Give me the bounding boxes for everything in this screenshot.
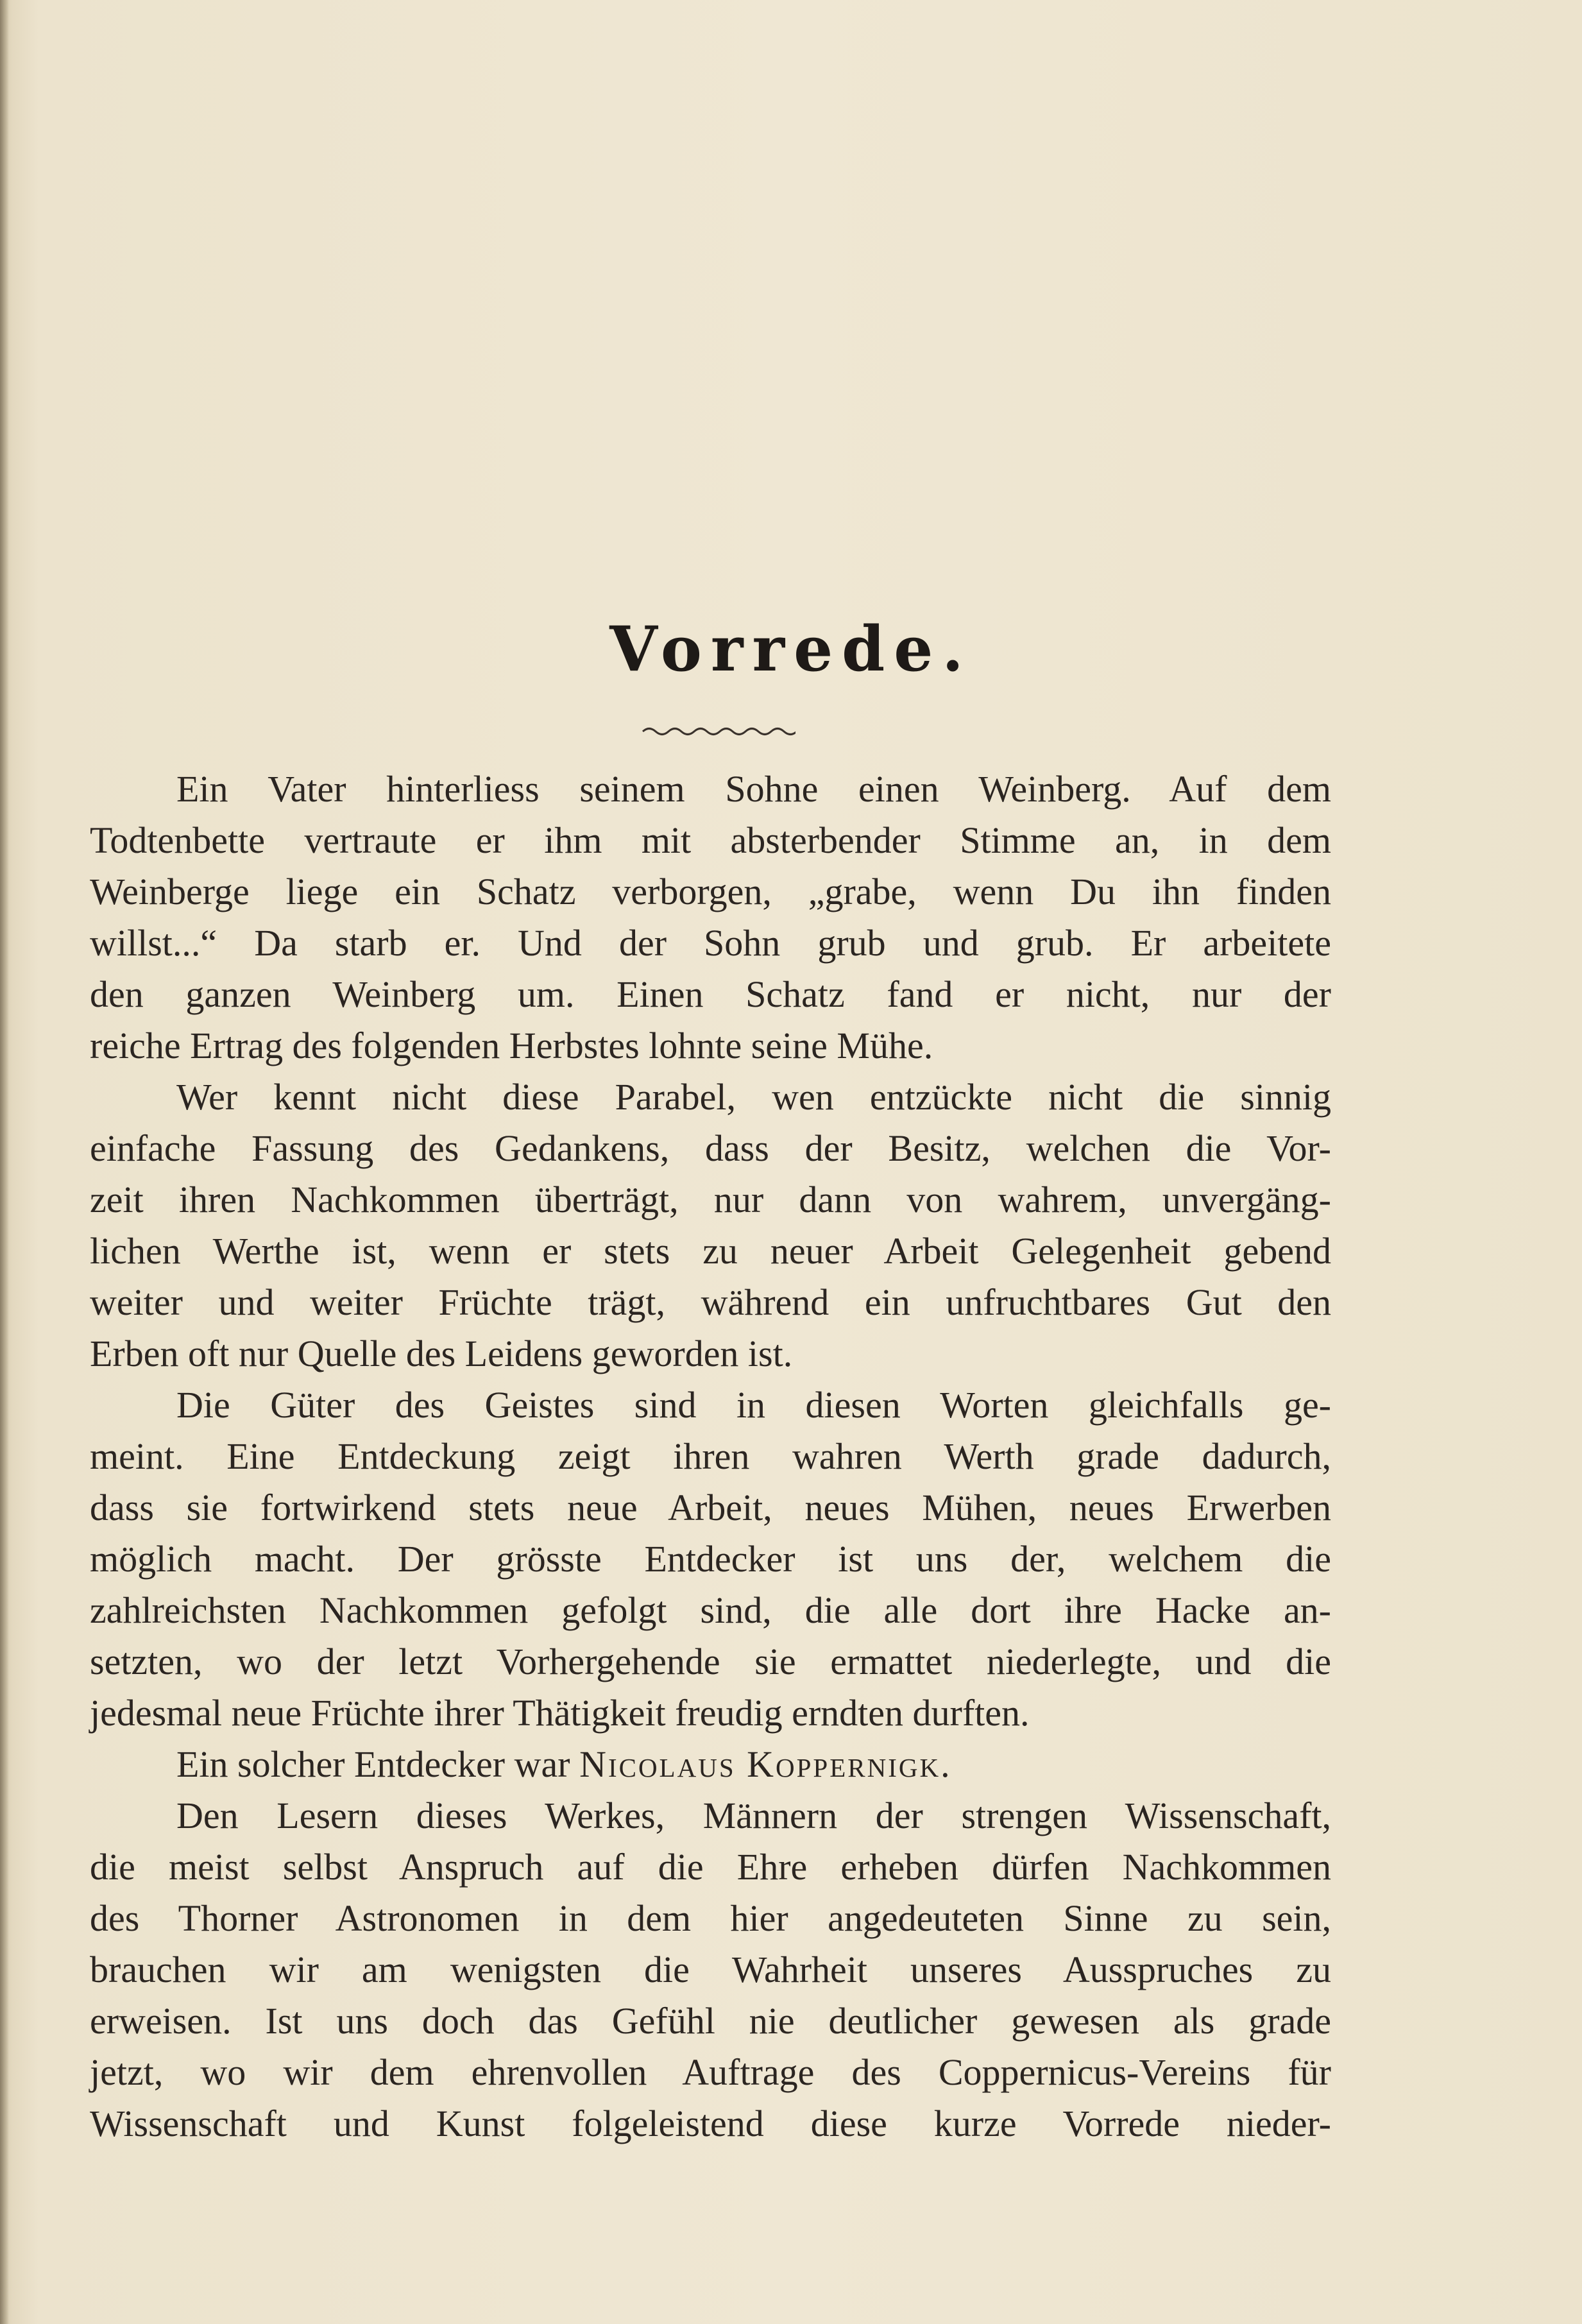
text-line: zeit ihren Nachkommen überträgt, nur dann von wahrem, unvergäng- [90, 1179, 1331, 1220]
text-line: weiter und weiter Früchte trägt, während ein unfruchtbares Gut den [90, 1281, 1331, 1323]
text-line: jedesmal neue Früchte ihrer Thätigkeit freudig erndten durften. [90, 1692, 1030, 1734]
wavy-ornament-icon [642, 724, 795, 739]
text-line: Erben oft nur Quelle des Leidens geworden ist. [90, 1333, 793, 1374]
page-spine-edge [0, 0, 9, 2324]
text-line: erweisen. Ist uns doch das Gefühl nie deutlicher gewesen als grade [90, 2000, 1331, 2042]
preface-body [90, 764, 1331, 2149]
text-line-with-name [90, 1739, 1331, 1790]
text-line: setzten, wo der letzt Vorhergehende sie ermattet niederlegte, und die [90, 1641, 1331, 1682]
text-line: Weinberge liege ein Schatz verborgen, „grabe, wenn Du ihn finden [90, 871, 1331, 912]
text-line: Wer kennt nicht diese Parabel, wen entzückte nicht die sinnig [176, 1076, 1331, 1118]
text-line: den ganzen Weinberg um. Einen Schatz fand er nicht, nur der [90, 973, 1331, 1015]
text-line: reiche Ertrag des folgenden Herbstes lohnte seine Mühe. [90, 1025, 933, 1066]
text-line: Ein Vater hinterliess seinem Sohne einen Weinberg. Auf dem [176, 768, 1331, 810]
text-line: lichen Werthe ist, wenn er stets zu neuer Arbeit Gelegenheit gebend [90, 1230, 1331, 1272]
text-line: die meist selbst Anspruch auf die Ehre erheben dürfen Nachkommen [90, 1846, 1331, 1888]
text-line: Die Güter des Geistes sind in diesen Worten gleichfalls ge- [176, 1384, 1331, 1426]
copernicus-name: Nicolaus Koppernigk. [579, 1743, 952, 1785]
text-line: brauchen wir am wenigsten die Wahrheit unseres Ausspruches zu [90, 1949, 1331, 1990]
text-line: zahlreichsten Nachkommen gefolgt sind, die alle dort ihre Hacke an- [90, 1589, 1331, 1631]
page-title: Vorrede. [609, 613, 973, 685]
text-line: einfache Fassung des Gedankens, dass der Besitz, welchen die Vor- [90, 1127, 1331, 1169]
text-line: des Thorner Astronomen in dem hier angedeuteten Sinne zu sein, [90, 1897, 1331, 1939]
text-line: Den Lesern dieses Werkes, Männern der strengen Wissenschaft, [176, 1795, 1331, 1836]
text-line: willst...“ Da starb er. Und der Sohn grub und grub. Er arbeitete [90, 922, 1331, 964]
text-line: Todtenbette vertraute er ihm mit absterbender Stimme an, in dem [90, 819, 1331, 861]
text-line: Wissenschaft und Kunst folgeleistend diese kurze Vorrede nieder- [90, 2103, 1331, 2144]
text-line: Ein solcher Entdecker war [176, 1743, 570, 1785]
text-line: meint. Eine Entdeckung zeigt ihren wahren Werth grade dadurch, [90, 1435, 1331, 1477]
text-line: jetzt, wo wir dem ehrenvollen Auftrage des Coppernicus-Vereins für [90, 2051, 1331, 2093]
text-line: möglich macht. Der grösste Entdecker ist uns der, welchem die [90, 1538, 1331, 1580]
text-line: dass sie fortwirkend stets neue Arbeit, neues Mühen, neues Erwerben [90, 1487, 1331, 1528]
